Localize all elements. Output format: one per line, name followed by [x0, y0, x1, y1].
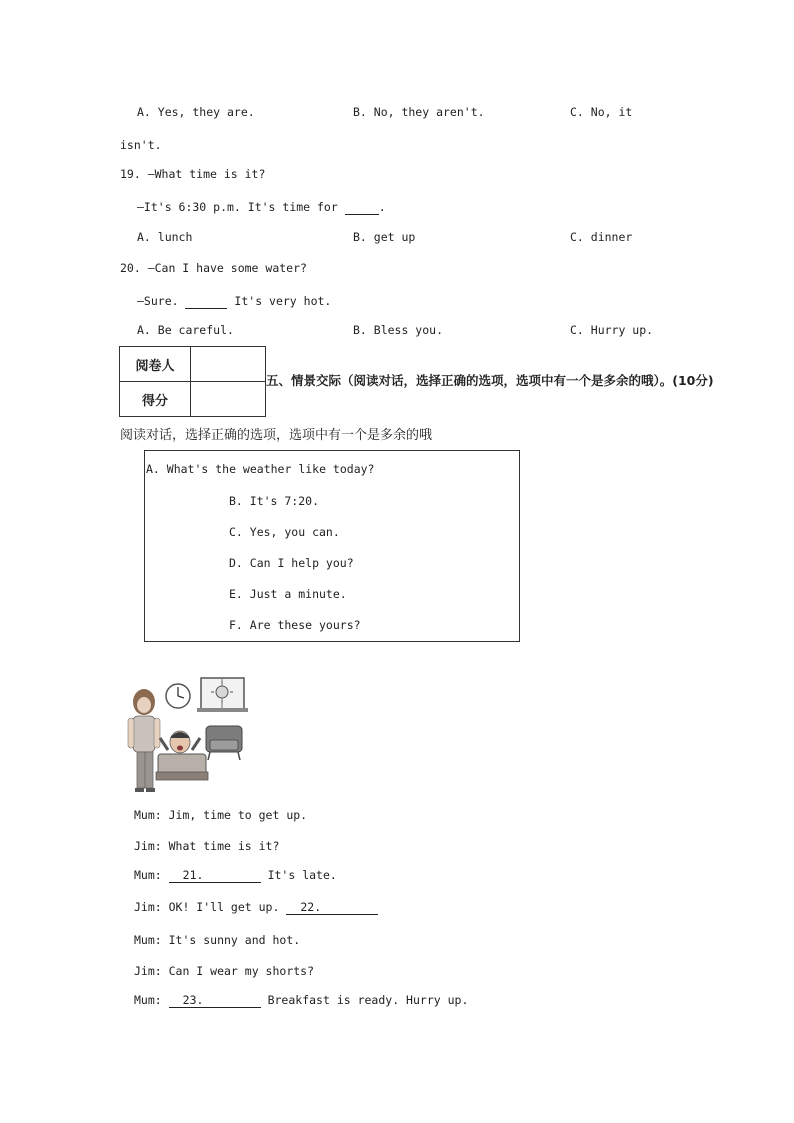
bedroom-illustration [120, 672, 250, 796]
dialogue-line-7-speaker: Mum: [134, 993, 162, 1007]
q18-option-b: B. No, they aren't. [353, 105, 485, 119]
blank-21[interactable] [169, 868, 261, 883]
option-d: D. Can I help you? [229, 556, 354, 570]
option-b: B. It's 7:20. [229, 494, 320, 508]
dialogue-line-5: Mum: It's sunny and hot. [134, 933, 301, 947]
blank-22[interactable] [286, 900, 378, 915]
blank-22-number: 22. [300, 900, 322, 914]
q20-blank [185, 294, 227, 309]
q18-option-c: C. No, it [570, 105, 633, 119]
dialogue-line-4 [134, 900, 378, 915]
option-f: F. Are these yours? [229, 618, 361, 632]
blank-23-number: 23. [182, 993, 204, 1007]
q19-question: 19. —What time is it? [120, 167, 266, 181]
sunny-window-icon [197, 678, 248, 712]
section-heading: 五、情景交际（阅读对话，选择正确的选项，选项中有一个是多余的哦）。(10分) [266, 373, 714, 388]
q20-question: 20. —Can I have some water? [120, 261, 307, 275]
score-cell [191, 382, 266, 417]
q19-option-a: A. lunch [137, 230, 193, 244]
option-e: E. Just a minute. [229, 587, 347, 601]
dialogue-line-3 [134, 868, 337, 883]
score-table [119, 346, 266, 417]
dialogue-line-7-text: Breakfast is ready. Hurry up. [267, 993, 469, 1007]
section-instruction: 阅读对话，选择正确的选项，选项中有一个是多余的哦 [120, 428, 433, 443]
dialogue-line-2: Jim: What time is it? [134, 839, 280, 853]
q18-option-a: A. Yes, they are. [137, 105, 255, 119]
q20-answer-end: It's very hot. [234, 294, 332, 308]
q20-option-c: C. Hurry up. [570, 323, 654, 337]
q19-option-b: B. get up [353, 230, 416, 244]
dialogue-line-3-text: It's late. [267, 868, 337, 882]
q19-answer-end: . [378, 200, 386, 214]
q18-option-c-continued: isn't. [120, 138, 162, 152]
blank-23[interactable] [169, 993, 261, 1008]
q20-option-b: B. Bless you. [353, 323, 444, 337]
grader-cell [191, 347, 266, 382]
q19-answer-text: —It's 6:30 p.m. It's time for [137, 200, 338, 214]
dialogue-line-7 [134, 993, 468, 1008]
option-c: C. Yes, you can. [229, 525, 340, 539]
option-box [144, 450, 520, 642]
score-label: 得分 [120, 382, 191, 417]
clock-icon [166, 684, 190, 708]
q19-blank [345, 200, 379, 215]
option-a: A. What's the weather like today? [146, 462, 375, 476]
boy-in-bed [156, 731, 208, 780]
q19-answer-line [137, 200, 386, 215]
dialogue-line-4-text: Jim: OK! I'll get up. [134, 900, 280, 914]
blank-21-number: 21. [182, 868, 204, 882]
grader-label: 阅卷人 [120, 347, 191, 382]
armchair-icon [206, 726, 242, 760]
dialogue-line-1: Mum: Jim, time to get up. [134, 808, 308, 822]
q19-option-c: C. dinner [570, 230, 633, 244]
q20-answer-text: —Sure. [137, 294, 179, 308]
dialogue-line-6: Jim: Can I wear my shorts? [134, 964, 315, 978]
q20-answer-line [137, 294, 331, 309]
mother-figure [128, 689, 160, 792]
dialogue-line-3-speaker: Mum: [134, 868, 162, 882]
q20-option-a: A. Be careful. [137, 323, 234, 337]
